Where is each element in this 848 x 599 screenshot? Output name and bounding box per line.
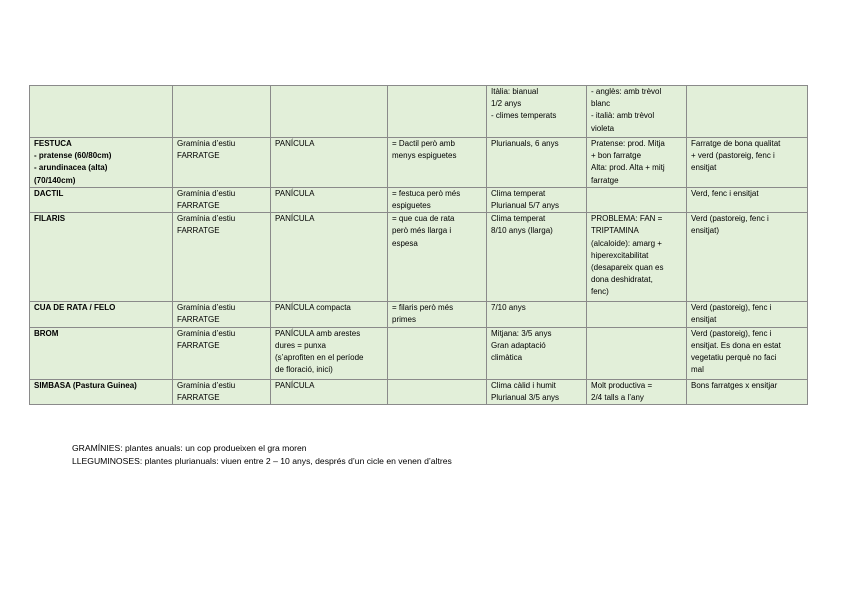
cell-use [687, 379, 808, 404]
cell-inflorescence [271, 213, 388, 302]
cell-duration [487, 302, 587, 327]
cell-line: FARRATGE [177, 151, 220, 161]
table-row [30, 138, 808, 188]
cell-notes [587, 187, 687, 212]
cell-line: = que cua de rata [392, 214, 455, 224]
cell-comparison [388, 327, 487, 379]
cell-line: hiperexcitabilitat [591, 250, 649, 260]
cell-line: farratge [591, 175, 619, 185]
cell-inflorescence [271, 327, 388, 379]
cell-line: Bons farratges x ensitjar [691, 380, 778, 390]
cell-family [173, 302, 271, 327]
cell-line: Gramínia d’estiu [177, 328, 236, 338]
cell-line: ensitjat) [691, 226, 720, 236]
cell-line: Gramínia d’estiu [177, 380, 236, 390]
cell-line: Clima càlid i humit [491, 380, 556, 390]
cell-inflorescence [271, 302, 388, 327]
cell-line: Gramínia d’estiu [177, 188, 236, 198]
note-leguminous: LLEGUMINOSES: plantes plurianuals: viuen entre 2 – 10 anys, després d’un cicle en venen d’altres [72, 455, 452, 466]
cell-line: = Dactil però amb [392, 139, 455, 148]
cell-line: PROBLEMA: FAN = [591, 214, 663, 224]
forage-table [29, 85, 808, 405]
cell-line: DACTIL [34, 188, 64, 198]
cell-line: espiguetes [392, 201, 431, 211]
table-row [30, 327, 808, 379]
cell-comparison [388, 379, 487, 404]
cell-line: - pratense (60/80cm) [34, 151, 112, 161]
cell-line: FARRATGE [177, 340, 220, 350]
cell-family [173, 187, 271, 212]
cell-line: Itàlia: bianual [491, 87, 539, 96]
cell-inflorescence [271, 86, 388, 138]
cell-line: Farratge de bona qualitat [691, 139, 781, 148]
cell-line: Clima temperat [491, 214, 546, 224]
cell-line: Verd, fenc i ensitjat [691, 188, 759, 198]
cell-line: = filaris però més [392, 303, 454, 313]
cell-comparison [388, 213, 487, 302]
cell-line: Clima temperat [491, 188, 546, 198]
cell-duration [487, 213, 587, 302]
cell-line: Gramínia d’estiu [177, 214, 236, 224]
cell-line: Pratense: prod. Mitja [591, 139, 665, 148]
cell-line: climàtica [491, 353, 523, 363]
cell-line: Alta: prod. Alta + mitj [591, 163, 665, 173]
cell-line: primes [392, 315, 417, 325]
cell-line: (desapareix quan es [591, 263, 664, 273]
table-row [30, 187, 808, 212]
cell-line: 1/2 anys [491, 99, 522, 109]
cell-line: PANÍCULA compacta [275, 303, 351, 313]
cell-line: Verd (pastoreig), fenc i [691, 328, 772, 338]
notes [72, 442, 452, 467]
cell-line: BROM [34, 328, 59, 338]
cell-inflorescence [271, 187, 388, 212]
cell-use [687, 86, 808, 138]
cell-species [30, 213, 173, 302]
cell-line: (alcaloide): amarg + [591, 238, 662, 248]
cell-line: mal [691, 365, 704, 375]
table-row [30, 86, 808, 138]
cell-line: Molt productiva = [591, 380, 653, 390]
cell-line: PANÍCULA amb arestes [275, 328, 361, 338]
cell-notes [587, 86, 687, 138]
cell-duration [487, 138, 587, 188]
cell-family [173, 213, 271, 302]
cell-family [173, 138, 271, 188]
cell-duration [487, 379, 587, 404]
cell-species [30, 327, 173, 379]
cell-inflorescence [271, 379, 388, 404]
cell-line: + verd (pastoreig, fenc i [691, 151, 775, 161]
cell-line: PANÍCULA [275, 214, 315, 224]
cell-line: Plurianuals, 6 anys [491, 139, 559, 148]
cell-line: violeta [591, 123, 615, 133]
cell-notes [587, 379, 687, 404]
cell-line: espesa [392, 238, 418, 248]
cell-line: FESTUCA [34, 139, 72, 148]
cell-line: Gramínia d’estiu [177, 139, 236, 148]
cell-line: vegetatiu perquè no faci [691, 353, 777, 363]
cell-line: + bon farratge [591, 151, 642, 161]
cell-notes [587, 138, 687, 188]
cell-duration [487, 327, 587, 379]
cell-comparison [388, 302, 487, 327]
table-row [30, 379, 808, 404]
cell-line: - climes temperats [491, 111, 557, 121]
cell-use [687, 302, 808, 327]
cell-line: 2/4 talls a l’any [591, 392, 644, 402]
cell-line: de floració, inici) [275, 365, 333, 375]
cell-line: 8/10 anys (llarga) [491, 226, 553, 236]
cell-line: Gramínia d’estiu [177, 303, 236, 313]
cell-use [687, 327, 808, 379]
cell-line: FARRATGE [177, 392, 220, 402]
cell-species [30, 302, 173, 327]
cell-line: = festuca però més [392, 188, 461, 198]
table-row [30, 302, 808, 327]
cell-comparison [388, 86, 487, 138]
cell-species [30, 187, 173, 212]
cell-line: (s’aprofiten en el període [275, 353, 364, 363]
cell-line: PANÍCULA [275, 380, 315, 390]
cell-line: blanc [591, 99, 611, 109]
cell-line: PANÍCULA [275, 139, 315, 148]
cell-line: FARRATGE [177, 315, 220, 325]
cell-line: PANÍCULA [275, 188, 315, 198]
cell-family [173, 379, 271, 404]
cell-duration [487, 86, 587, 138]
cell-line: - arundinacea (alta) [34, 163, 108, 173]
cell-line: TRIPTAMINA [591, 226, 639, 236]
cell-line: Verd (pastoreig), fenc i [691, 303, 772, 313]
table-row [30, 213, 808, 302]
cell-family [173, 86, 271, 138]
cell-line: FARRATGE [177, 201, 220, 211]
cell-line: dures = punxa [275, 340, 326, 350]
cell-line: ensitjat [691, 163, 717, 173]
cell-line: fenc) [591, 287, 609, 297]
cell-family [173, 327, 271, 379]
cell-line: - anglès: amb trèvol [591, 87, 662, 96]
cell-notes [587, 213, 687, 302]
cell-line: 7/10 anys [491, 303, 526, 313]
cell-line: ensitjat. Es dona en estat [691, 340, 781, 350]
cell-comparison [388, 187, 487, 212]
cell-inflorescence [271, 138, 388, 188]
cell-line: FILARIS [34, 214, 66, 224]
cell-use [687, 187, 808, 212]
cell-line: CUA DE RATA / FELO [34, 303, 116, 313]
cell-line: però més llarga i [392, 226, 452, 236]
cell-line: Plurianual 3/5 anys [491, 392, 560, 402]
cell-line: - italià: amb trèvol [591, 111, 655, 121]
cell-species [30, 138, 173, 188]
cell-comparison [388, 138, 487, 188]
cell-line: Gran adaptació [491, 340, 546, 350]
cell-use [687, 213, 808, 302]
cell-notes [587, 327, 687, 379]
cell-line: SIMBASA (Pastura Guinea) [34, 380, 137, 390]
cell-notes [587, 302, 687, 327]
note-gramineae: GRAMÍNIES: plantes anuals: un cop produeixen el gra moren [72, 443, 307, 453]
cell-line: dona deshidratat, [591, 275, 653, 285]
cell-duration [487, 187, 587, 212]
cell-line: menys espiguetes [392, 151, 457, 161]
cell-line: ensitjat [691, 315, 717, 325]
cell-line: FARRATGE [177, 226, 220, 236]
cell-line: Plurianual 5/7 anys [491, 201, 560, 211]
cell-line: (70/140cm) [34, 175, 76, 185]
cell-line: Mitjana: 3/5 anys [491, 328, 552, 338]
cell-species [30, 379, 173, 404]
cell-line: Verd (pastoreig, fenc i [691, 214, 769, 224]
cell-use [687, 138, 808, 188]
cell-species [30, 86, 173, 138]
